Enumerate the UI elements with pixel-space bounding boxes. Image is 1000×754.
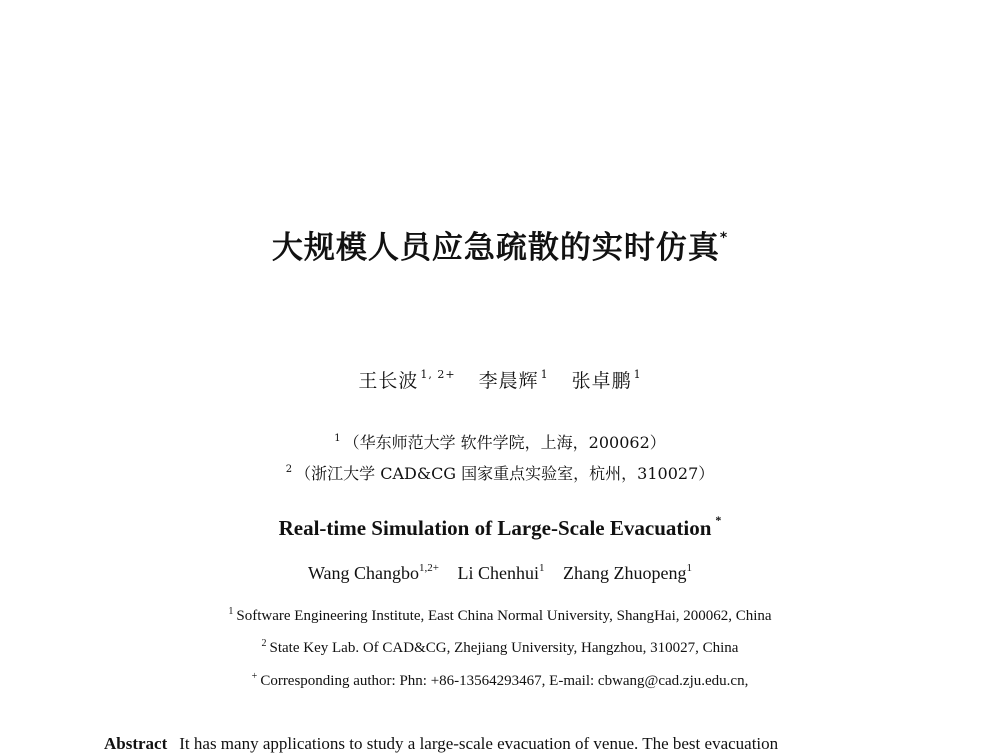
chinese-title-text: 大规模人员应急疏散的实时仿真: [271, 230, 720, 266]
affiliation-mark: 2: [285, 464, 293, 475]
english-authors: [0, 562, 1000, 584]
affiliation-text: （华东师范大学 软件学院，上海，200062）: [343, 433, 666, 452]
chinese-author-affiliation-mark: 1: [633, 368, 642, 381]
chinese-author-name: 王长波: [358, 370, 419, 392]
chinese-authors: [0, 366, 1000, 393]
chinese-author-affiliation-mark: 1: [540, 368, 549, 381]
english-author-affiliation-mark: 1: [686, 562, 692, 574]
chinese-title-footnote-mark: *: [719, 230, 729, 246]
abstract-text: It has many applications to study a large-scale evacuation of venue. The best evacuation: [179, 734, 779, 753]
chinese-author-name: 张卓鹏: [571, 370, 632, 392]
chinese-title: [0, 222, 1000, 267]
corresponding-author-mark: +: [251, 671, 258, 682]
english-author-name: Li Chenhui: [457, 563, 540, 583]
english-author: [308, 563, 439, 583]
chinese-author: [479, 370, 549, 392]
chinese-author: [572, 370, 642, 392]
abstract-label: Abstract: [104, 734, 168, 753]
english-title-text: Real-time Simulation of Large-Scale Evacuation: [278, 516, 712, 540]
chinese-affiliation: [0, 430, 1000, 453]
abstract: [104, 734, 924, 754]
corresponding-author-note: [0, 671, 1000, 690]
english-author: [458, 563, 545, 583]
corresponding-author-text: Corresponding author: Phn: +86-13564293467, E-mail: cbwang@cad.zju.edu.cn,: [260, 673, 749, 689]
affiliation-mark: 1: [334, 433, 341, 444]
english-title-footnote-mark: *: [715, 513, 722, 527]
english-affiliation: [0, 638, 1000, 657]
affiliation-text: Software Engineering Institute, East China Normal University, ShangHai, 200062, China: [236, 608, 772, 624]
english-title: [0, 513, 1000, 541]
chinese-affiliation: [0, 461, 1000, 484]
english-author: [563, 563, 692, 583]
affiliation-mark: 2: [261, 638, 267, 649]
chinese-author: [358, 370, 455, 392]
english-author-name: Zhang Zhuopeng: [563, 563, 687, 583]
affiliation-mark: 1: [228, 606, 234, 617]
english-affiliation: [0, 606, 1000, 625]
affiliation-text: State Key Lab. Of CAD&CG, Zhejiang University, Hangzhou, 310027, China: [269, 640, 739, 656]
english-author-name: Wang Changbo: [308, 563, 420, 583]
chinese-author-affiliation-mark: 1, 2+: [420, 368, 456, 381]
english-author-affiliation-mark: 1,2+: [419, 562, 440, 574]
english-author-affiliation-mark: 1: [539, 562, 545, 574]
affiliation-text: （浙江大学 CAD&CG 国家重点实验室，杭州，310027）: [295, 464, 715, 483]
chinese-author-name: 李晨辉: [478, 370, 539, 392]
